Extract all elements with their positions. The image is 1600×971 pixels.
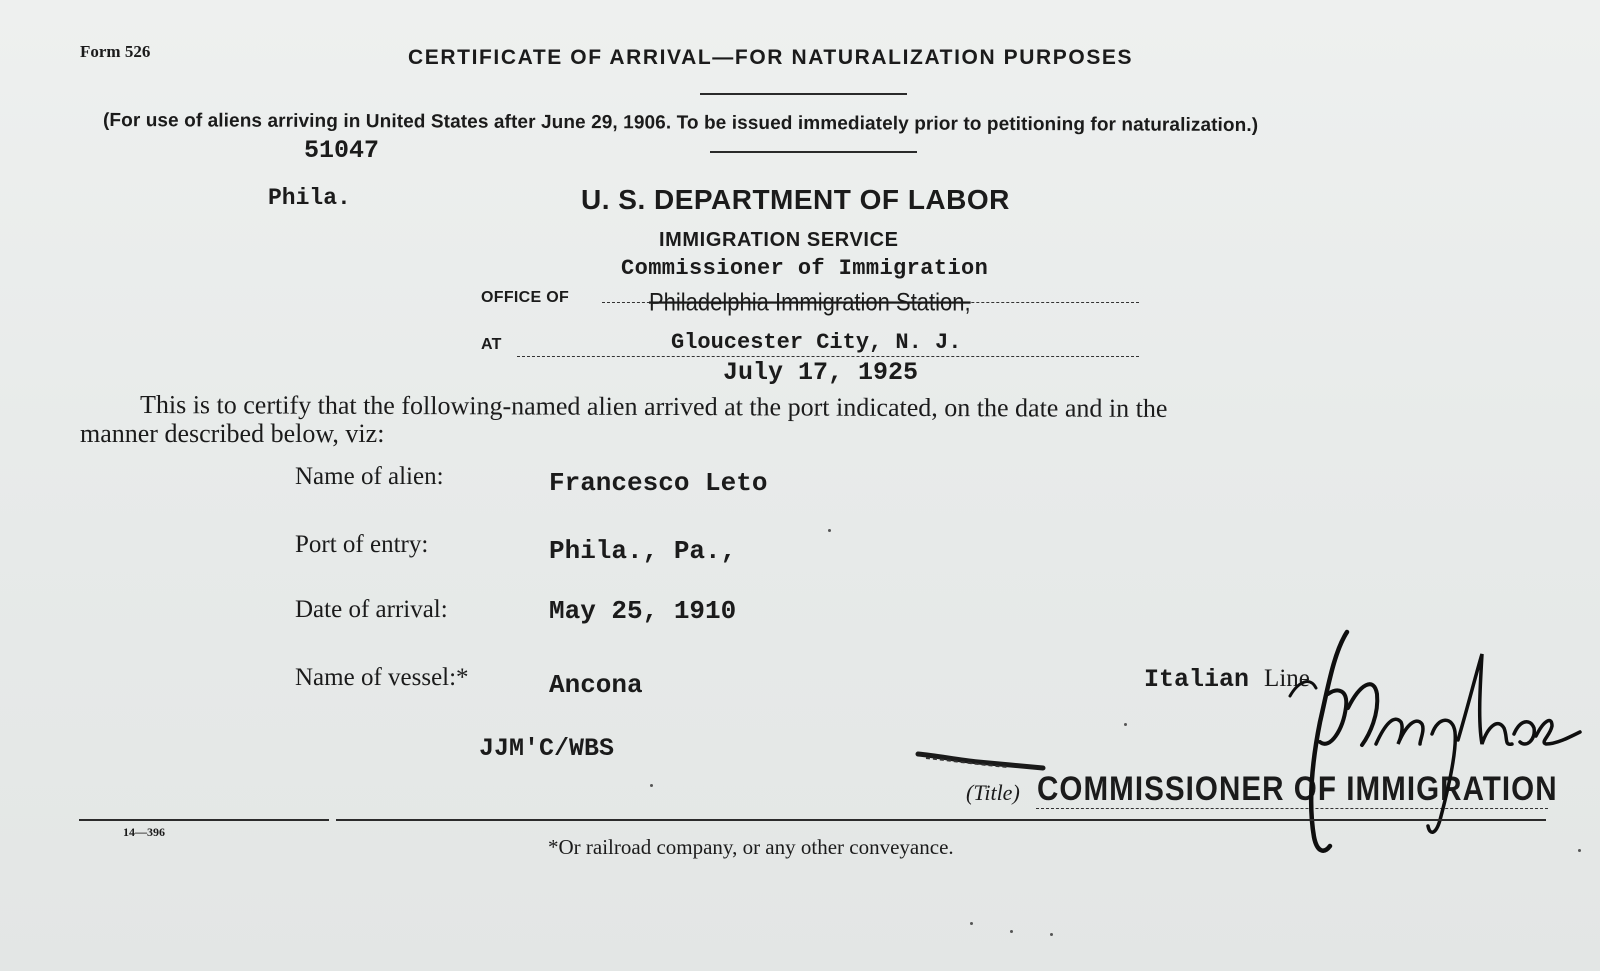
clerk-initials: JJM'C/WBS [479,734,615,763]
alien-name-label: Name of alien: [295,463,444,490]
issue-date: July 17, 1925 [723,358,919,387]
paper-speck [650,784,653,787]
form-number: Form 526 [80,42,151,61]
department-heading: U. S. DEPARTMENT OF LABOR [581,184,1010,215]
signature-title-label: (Title) [966,780,1020,805]
vessel-name-label: Name of vessel:* [295,664,469,691]
port-of-entry-label: Port of entry: [295,531,429,558]
alien-name-value: Francesco Leto [549,468,768,498]
paper-speck [1578,849,1581,852]
paper-speck [1010,930,1013,933]
paper-speck [828,529,831,532]
certificate-number: 51047 [304,136,380,165]
certification-line-1: This is to certify that the following-named alien arrived at the port indicated, on the date and in the [139,390,1168,423]
paper-speck [1050,933,1053,936]
signature-title-value: COMMISSIONER OF IMMIGRATION [1037,770,1558,808]
vessel-line [1144,665,1310,694]
office-title: Commissioner of Immigration [621,256,989,281]
service-heading: IMMIGRATION SERVICE [659,229,899,251]
usage-note: (For use of aliens arriving in United States after June 29, 1906. To be issued immediately prior to petitioning for naturalization.) [102,110,1259,137]
paper-speck [1124,723,1127,726]
date-of-arrival-label: Date of arrival: [295,596,448,623]
vessel-line-prefix: Italian [1144,665,1250,694]
certificate-title: CERTIFICATE OF ARRIVAL—FOR NATURALIZATION PURPOSES [408,46,1134,69]
handwritten-signature [1290,632,1590,864]
footer-rule-right [336,819,1546,821]
footnote: *Or railroad company, or any other conveyance. [548,835,954,859]
print-code: 14—396 [123,825,165,839]
title-underline [700,93,907,95]
paper-speck [970,922,973,925]
usage-note-underline [710,151,917,153]
port-of-entry-value: Phila., Pa., [549,536,737,566]
vessel-line-suffix: Line [1264,665,1310,692]
office-of-value: Philadelphia Immigration Station, [649,288,971,316]
office-of-label: OFFICE OF [481,289,570,306]
certification-line-2: manner described below, viz: [80,419,385,448]
vessel-name-value: Ancona [549,670,643,700]
at-dashed-line [517,356,1139,357]
at-label: AT [481,336,502,353]
footer-rule-left [79,819,329,821]
date-of-arrival-value: May 25, 1910 [549,596,737,626]
at-value: Gloucester City, N. J. [671,330,962,355]
issuing-city: Phila. [268,185,351,211]
